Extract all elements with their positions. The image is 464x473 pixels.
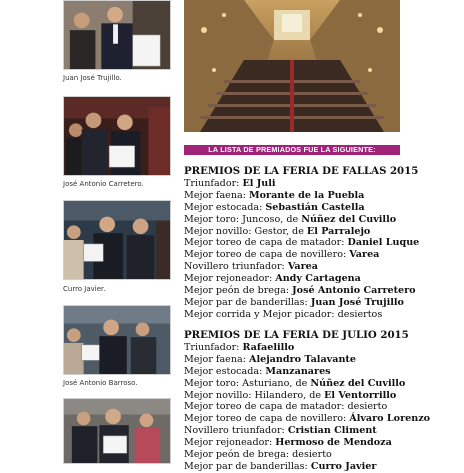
award-winner: Sebastián Castella xyxy=(265,201,365,213)
award-photo-2-image xyxy=(64,97,170,175)
award-winner: Andy Cartagena xyxy=(275,273,361,285)
award-category: Mejor toro: Juncoso, de xyxy=(184,213,302,225)
fallas-award-line xyxy=(184,249,414,261)
award-photo-1-image xyxy=(64,1,170,69)
award-category: Mejor estocada: xyxy=(184,365,266,377)
award-photo-4 xyxy=(63,305,171,375)
award-winner: Núñez del Cuvillo xyxy=(301,213,397,225)
award-winner: Curro Javier xyxy=(310,460,377,472)
award-photo-1 xyxy=(63,0,171,70)
award-winner: Daniel Luque xyxy=(347,237,420,249)
award-category: Mejor peón de brega: desierto xyxy=(184,449,332,461)
photo-caption-1: Juan José Trujillo. xyxy=(63,74,122,82)
fallas-award-line xyxy=(184,190,414,202)
award-winner: El Juli xyxy=(242,177,276,189)
julio-award-line xyxy=(184,342,414,354)
julio-awards-title: PREMIOS DE LA FERIA DE JULIO 2015 xyxy=(184,329,409,341)
award-winner: Morante de la Puebla xyxy=(249,189,365,201)
award-category: Mejor corrida y Mejor picador: desiertos xyxy=(184,308,383,320)
award-category: Mejor rejoneador: xyxy=(184,437,276,449)
award-category: Mejor par de banderillas: xyxy=(184,296,311,308)
gala-hall-image xyxy=(184,0,400,132)
fallas-award-line xyxy=(184,309,414,321)
fallas-award-line xyxy=(184,226,414,238)
award-category: Mejor peón de brega: xyxy=(184,285,293,297)
photo-caption-3: Curro Javier. xyxy=(63,285,106,293)
award-category: Mejor par de banderillas: xyxy=(184,460,311,472)
award-category: Mejor estocada: xyxy=(184,201,266,213)
award-winner: Alejandro Talavante xyxy=(249,353,356,365)
fallas-award-line xyxy=(184,202,414,214)
award-winner: Varea xyxy=(349,249,380,261)
award-winner: Varea xyxy=(287,261,318,273)
julio-award-line xyxy=(184,461,414,473)
photo-caption-4: José Antonio Barroso. xyxy=(63,379,138,387)
award-category: Novillero triunfador: xyxy=(184,261,288,273)
julio-award-line xyxy=(184,390,414,402)
award-category: Novillero triunfador: xyxy=(184,425,288,437)
award-category: Mejor novillo: Hilandero, de xyxy=(184,389,325,401)
fallas-award-line xyxy=(184,178,414,190)
julio-award-line xyxy=(184,366,414,378)
julio-award-line xyxy=(184,425,414,437)
award-winner: José Antonio Carretero xyxy=(292,285,416,297)
fallas-award-line xyxy=(184,297,414,309)
award-winner: El Parralejo xyxy=(306,225,371,237)
fallas-award-line xyxy=(184,214,414,226)
award-category: Triunfador: xyxy=(184,177,243,189)
award-category: Mejor faena: xyxy=(184,353,250,365)
julio-award-line xyxy=(184,413,431,425)
award-category: Mejor faena: xyxy=(184,189,250,201)
photo-caption-2: José Antonio Carretero. xyxy=(63,180,144,188)
award-photo-5-image xyxy=(64,399,170,463)
julio-award-line xyxy=(184,378,414,390)
fallas-award-line xyxy=(184,285,414,297)
julio-award-line xyxy=(184,401,414,413)
winners-list-banner: LA LISTA DE PREMIADOS FUE LA SIGUIENTE: xyxy=(184,145,400,155)
award-category: Mejor toreo de capa de novillero: xyxy=(184,413,350,425)
award-category: Mejor toro: Asturiano, de xyxy=(184,377,311,389)
award-category: Mejor toreo de capa de novillero: xyxy=(184,249,350,261)
fallas-award-line xyxy=(184,273,414,285)
award-category: Mejor toreo de capa de matador: xyxy=(184,237,348,249)
award-winner: Rafaelillo xyxy=(242,341,295,353)
award-winner: Cristian Climent xyxy=(287,425,377,437)
award-category: Triunfador: xyxy=(184,341,243,353)
fallas-awards-title: PREMIOS DE LA FERIA DE FALLAS 2015 xyxy=(184,165,419,177)
award-photo-5 xyxy=(63,398,171,464)
award-winner: Juan José Trujillo xyxy=(310,296,404,308)
gala-hall-photo xyxy=(184,0,400,132)
award-photo-4-image xyxy=(64,306,170,374)
fallas-award-line xyxy=(184,237,420,249)
julio-awards-list xyxy=(184,329,431,473)
award-winner: Manzanares xyxy=(265,365,331,377)
award-category: Mejor rejoneador: xyxy=(184,273,276,285)
award-photo-2 xyxy=(63,96,171,176)
award-winner: Hermoso de Mendoza xyxy=(275,437,392,449)
fallas-awards-list xyxy=(184,165,420,321)
award-category: Mejor toreo de capa de matador: desierto xyxy=(184,401,388,413)
award-category: Mejor novillo: Gestor, de xyxy=(184,225,307,237)
award-winner: El Ventorrillo xyxy=(324,389,397,401)
julio-award-line xyxy=(184,437,414,449)
fallas-award-line xyxy=(184,261,414,273)
award-photo-3-image xyxy=(64,201,170,279)
award-winner: Núñez del Cuvillo xyxy=(310,377,406,389)
award-photo-3 xyxy=(63,200,171,280)
award-winner: Álvaro Lorenzo xyxy=(349,413,431,425)
julio-award-line xyxy=(184,354,414,366)
julio-award-line xyxy=(184,449,414,461)
